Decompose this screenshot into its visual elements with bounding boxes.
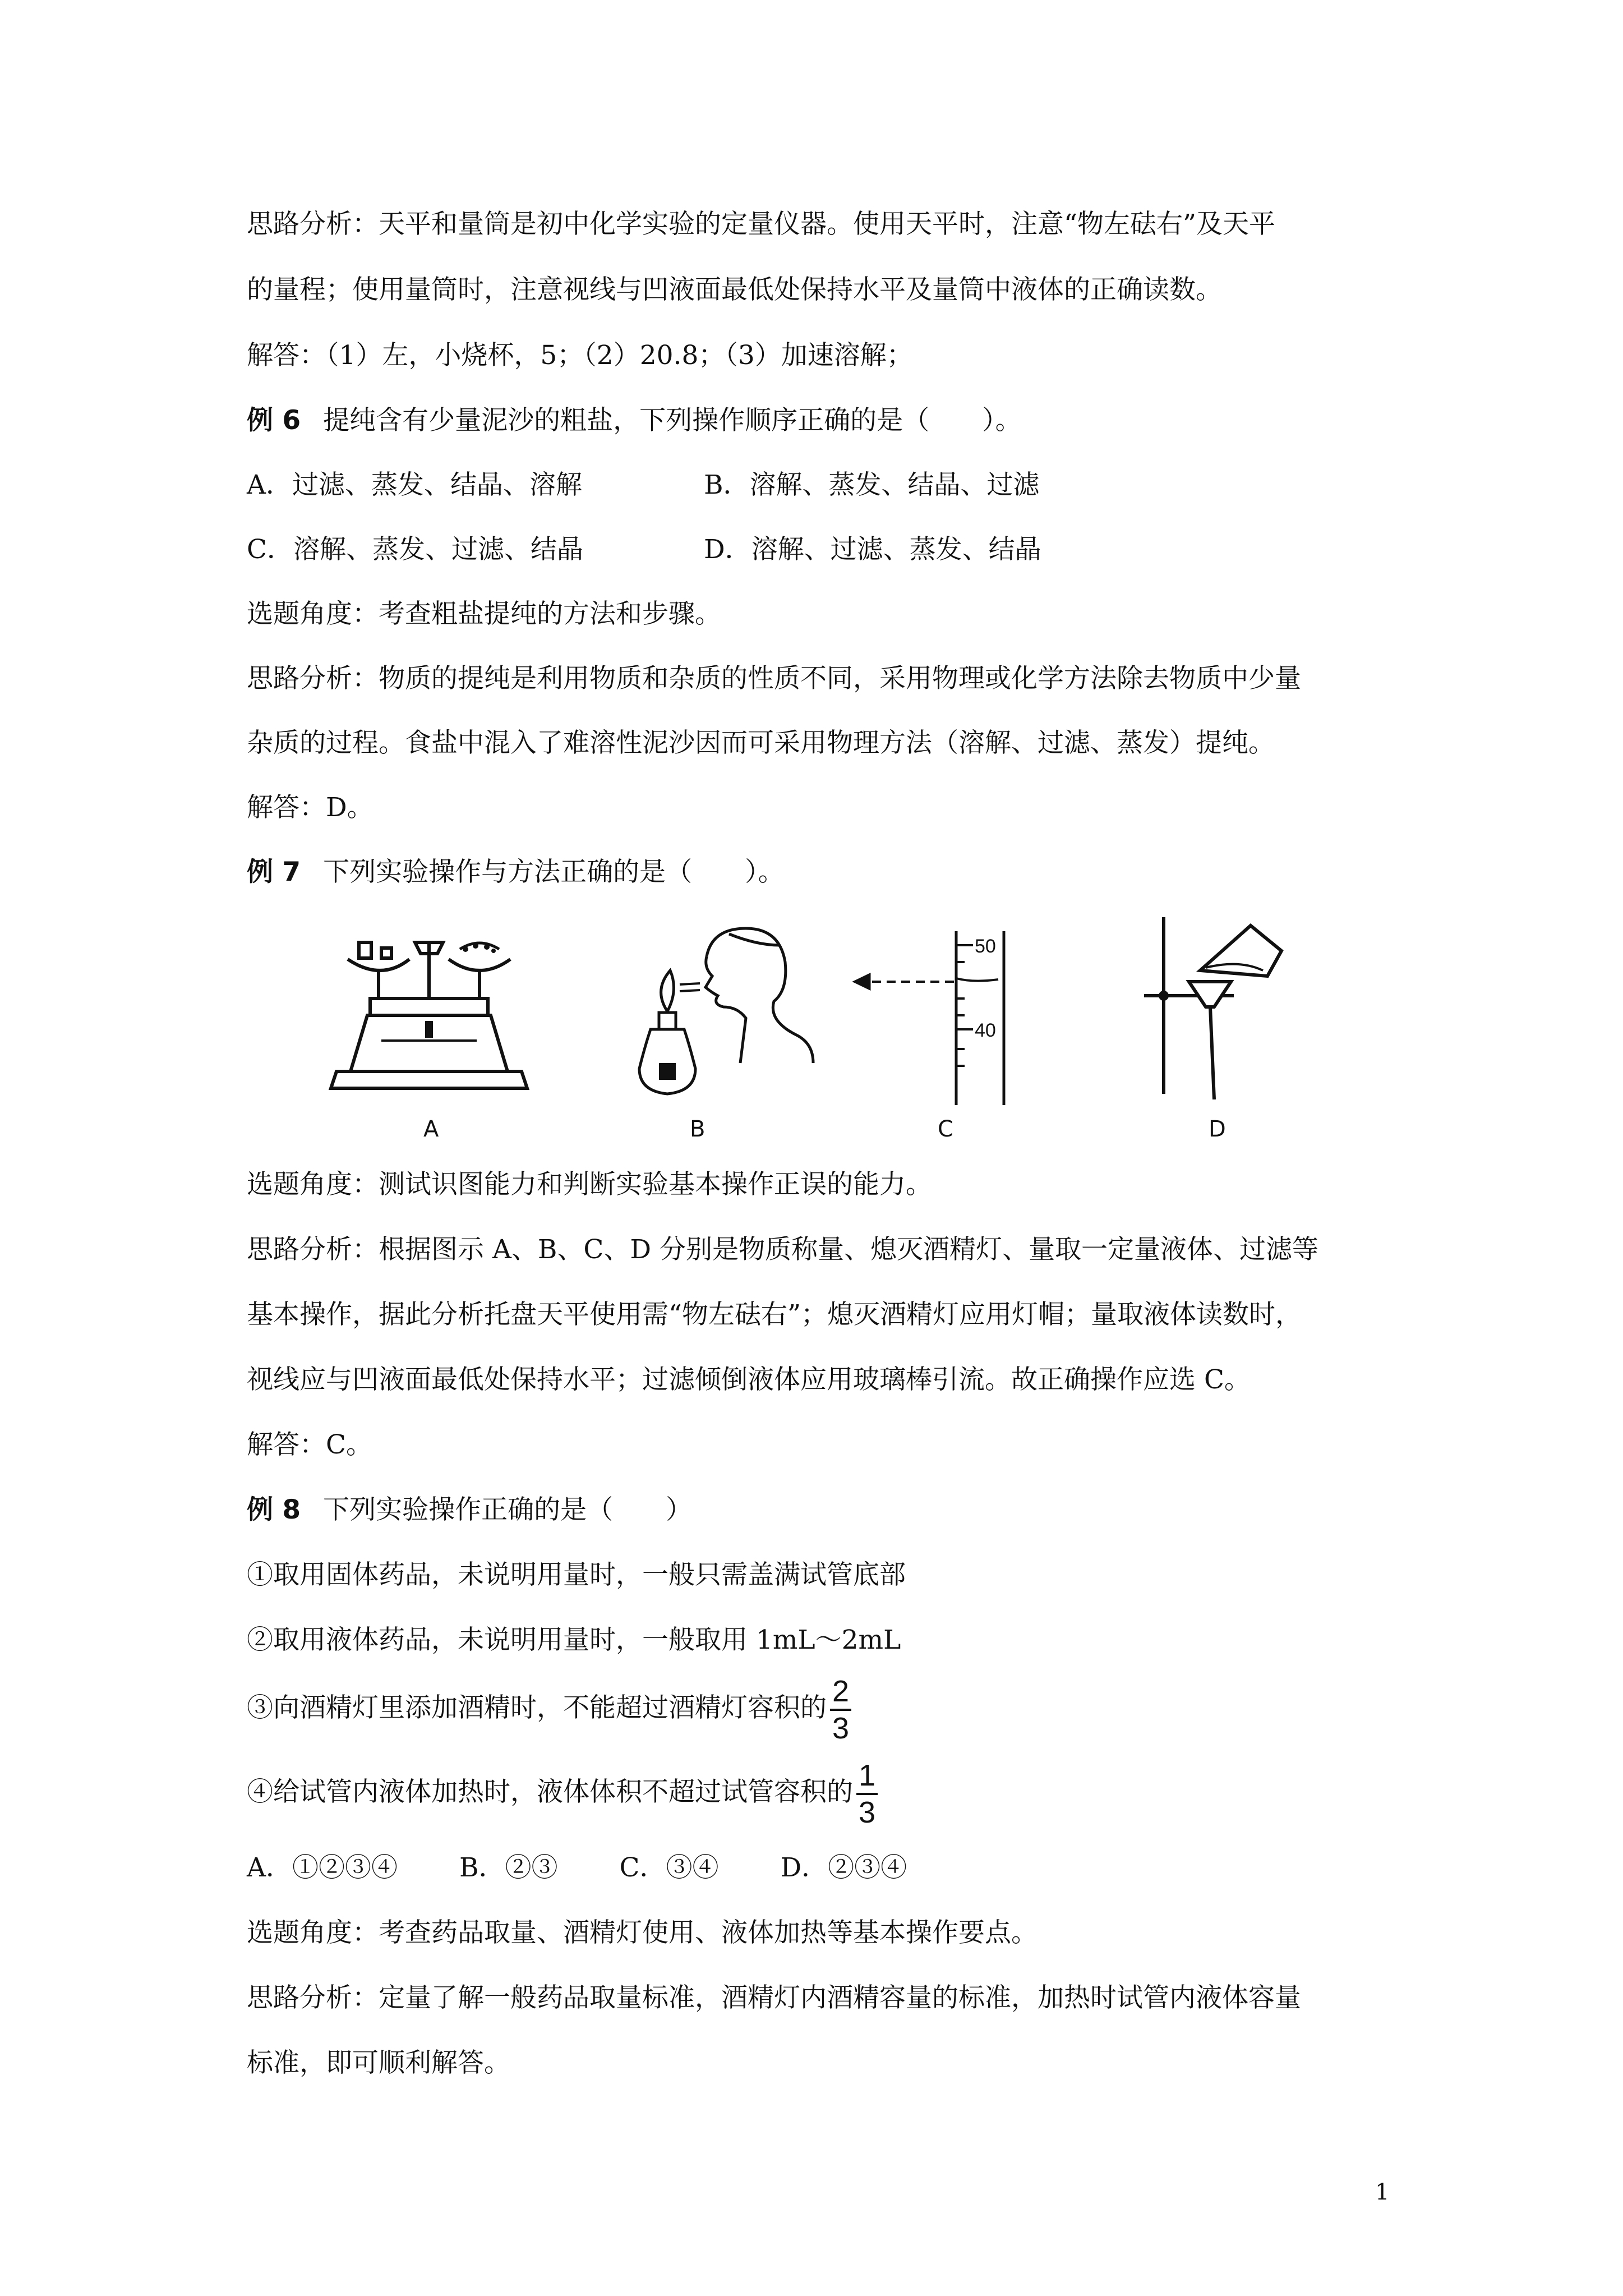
example-7-stem: 下列实验操作与方法正确的是（ ）。 — [323, 857, 785, 887]
example-6-angle: 选题角度：考查粗盐提纯的方法和步骤。 — [247, 599, 721, 629]
fraction-numerator: 1 — [856, 1758, 878, 1795]
answer-line: 解答：（1）左，小烧杯，5；（2）20.8；（3）加速溶解； — [247, 340, 913, 371]
example-7-answer: 解答：C。 — [247, 1429, 372, 1460]
filtration-figure-d — [1133, 914, 1301, 1099]
example-8-question — [247, 1493, 692, 1527]
example-6-option-a: A．过滤、蒸发、结晶、溶解 — [247, 470, 582, 500]
example-8-item-4 — [247, 1753, 878, 1832]
fraction-two-thirds — [830, 1674, 851, 1746]
figure-label-a: A — [423, 1116, 439, 1142]
example-8-analysis-1: 思路分析：定量了解一般药品取量标准，酒精灯内酒精容量的标准，加热时试管内液体容量 — [247, 1982, 1301, 2013]
example-8-analysis-2: 标准，即可顺利解答。 — [247, 2047, 510, 2078]
figure-label-d: D — [1209, 1116, 1226, 1142]
example-6-analysis-1: 思路分析：物质的提纯是利用物质和杂质的性质不同，采用物理或化学方法除去物质中少量 — [247, 663, 1301, 694]
fraction-one-third — [856, 1758, 878, 1830]
example-6-stem: 提纯含有少量泥沙的粗盐，下列操作顺序正确的是（ ）。 — [323, 405, 1022, 436]
example-6-option-c: C．溶解、蒸发、过滤、结晶 — [247, 534, 583, 565]
example-7-analysis-2: 基本操作，据此分析托盘天平使用需“物左砝右”；熄灭酒精灯应用灯帽；量取液体读数时， — [247, 1299, 1302, 1330]
fraction-denominator: 3 — [832, 1711, 850, 1745]
fraction-numerator: 2 — [830, 1674, 851, 1711]
example-6-option-b: B．溶解、蒸发、结晶、过滤 — [704, 470, 1040, 500]
analysis-line-2: 的量程；使用量筒时，注意视线与凹液面最低处保持水平及量筒中液体的正确读数。 — [247, 274, 1222, 305]
example-6-heading: 例 6 — [247, 405, 301, 436]
example-6-answer: 解答：D。 — [247, 792, 374, 823]
example-8-option-d: D．②③④ — [780, 1852, 907, 1883]
example-7-heading: 例 7 — [247, 857, 301, 887]
example-7-analysis-3: 视线应与凹液面最低处保持水平；过滤倾倒液体应用玻璃棒引流。故正确操作应选 C。 — [247, 1364, 1251, 1395]
example-8-option-b: B．②③ — [459, 1852, 558, 1883]
example-6-analysis-2: 杂质的过程。食盐中混入了难溶性泥沙因而可采用物理方法（溶解、过滤、蒸发）提纯。 — [247, 728, 1275, 758]
example-8-options — [247, 1851, 907, 1885]
analysis-line-1: 思路分析：天平和量筒是初中化学实验的定量仪器。使用天平时，注意“物左砝右”及天平 — [247, 209, 1276, 240]
page-number: 1 — [1375, 2179, 1390, 2205]
example-7-angle: 选题角度：测试识图能力和判断实验基本操作正误的能力。 — [247, 1169, 932, 1200]
alcohol-lamp-figure-b — [628, 923, 819, 1108]
measuring-cylinder-figure-c — [852, 931, 1021, 1111]
figure-label-b: B — [690, 1116, 706, 1142]
cylinder-tick-40: 40 — [975, 1020, 996, 1041]
fraction-denominator: 3 — [859, 1796, 876, 1829]
example-8-option-c: C．③④ — [619, 1852, 719, 1883]
example-8-item-4-text: ④给试管内液体加热时，液体体积不超过试管容积的 — [247, 1777, 853, 1807]
figure-label-c: C — [938, 1116, 953, 1142]
example-8-item-1: ①取用固体药品，未说明用量时，一般只需盖满试管底部 — [247, 1559, 906, 1590]
example-8-item-2: ②取用液体药品，未说明用量时，一般取用 1mL～2mL — [247, 1625, 901, 1655]
example-7-question — [247, 855, 785, 889]
example-6-option-d: D．溶解、过滤、蒸发、结晶 — [704, 534, 1041, 565]
example-8-item-3 — [247, 1669, 851, 1747]
example-8-angle: 选题角度：考查药品取量、酒精灯使用、液体加热等基本操作要点。 — [247, 1917, 1038, 1948]
cylinder-tick-50: 50 — [975, 936, 996, 957]
example-8-heading: 例 8 — [247, 1494, 301, 1525]
example-8-option-a: A．①②③④ — [247, 1852, 398, 1883]
example-8-item-3-text: ③向酒精灯里添加酒精时，不能超过酒精灯容积的 — [247, 1692, 827, 1723]
example-6-question — [247, 404, 1022, 438]
example-8-stem: 下列实验操作正确的是（ ） — [323, 1494, 693, 1525]
balance-figure-a — [325, 920, 533, 1099]
example-7-analysis-1: 思路分析：根据图示 A、B、C、D 分别是物质称量、熄灭酒精灯、量取一定量液体、过滤等 — [247, 1234, 1319, 1265]
